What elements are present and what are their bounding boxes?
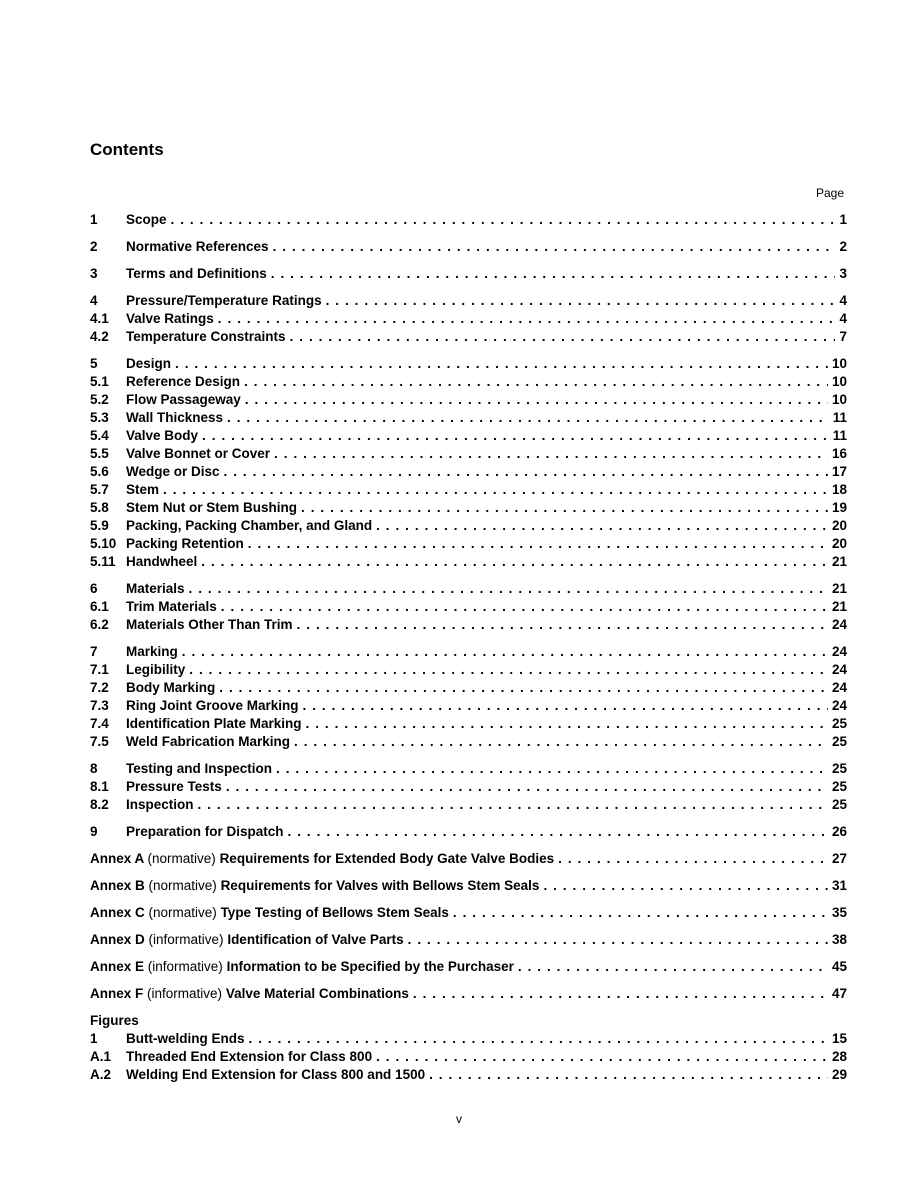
entry-page: 11: [832, 428, 847, 443]
dot-leader: [218, 311, 836, 326]
dot-leader: [274, 446, 828, 461]
entry-number: 5.8: [90, 500, 109, 515]
annex-page: 31: [831, 878, 847, 893]
entry-number: 8: [90, 761, 98, 776]
entry-number: 6.2: [90, 617, 109, 632]
toc-entry: [90, 599, 847, 617]
entry-number: 7: [90, 644, 98, 659]
entry-page: 21: [831, 554, 847, 569]
dot-leader: [326, 293, 836, 308]
figure-title: Butt-welding Ends: [126, 1031, 245, 1046]
entry-page: 25: [831, 716, 847, 731]
entry-title: Pressure Tests: [126, 779, 222, 794]
annex-page: 45: [831, 959, 847, 974]
dot-leader: [226, 779, 828, 794]
annex-entry: [90, 932, 847, 950]
entry-title: Body Marking: [126, 680, 216, 695]
toc-entry: [90, 554, 847, 572]
dot-leader: [244, 374, 828, 389]
page-column-label: Page: [815, 186, 844, 200]
dot-leader: [198, 797, 828, 812]
entry-number: 6: [90, 581, 98, 596]
annex-page: 47: [831, 986, 847, 1001]
entry-title: Weld Fabrication Marking: [126, 734, 291, 749]
entry-title: Design: [126, 356, 172, 371]
toc-entry: [90, 356, 847, 374]
entry-number: 7.1: [90, 662, 109, 677]
annex-type: (informative): [147, 959, 223, 974]
entry-page: 25: [831, 779, 847, 794]
dot-leader: [294, 734, 828, 749]
entry-title: Valve Body: [126, 428, 199, 443]
dot-leader: [303, 698, 828, 713]
figure-number: 1: [90, 1031, 98, 1046]
dot-leader: [413, 986, 828, 1001]
entry-page: 24: [831, 680, 847, 695]
toc-entry: [90, 464, 847, 482]
entry-title: Terms and Definitions: [126, 266, 267, 281]
dot-leader: [297, 617, 828, 632]
entry-number: 4: [90, 293, 98, 308]
dot-leader: [306, 716, 828, 731]
dot-leader: [189, 581, 828, 596]
dot-leader: [408, 932, 828, 947]
entry-title: Legibility: [126, 662, 186, 677]
figure-number: A.2: [90, 1067, 112, 1082]
figure-entry: [90, 1031, 847, 1049]
entry-page: 25: [831, 797, 847, 812]
entry-page: 11: [832, 410, 847, 425]
entry-title: Materials: [126, 581, 185, 596]
figures-heading: Figures: [90, 1013, 139, 1028]
annex-label: Annex A: [90, 851, 144, 866]
entry-number: 5.3: [90, 410, 109, 425]
toc-entry: [90, 797, 847, 815]
dot-leader: [249, 1031, 828, 1046]
entry-number: 5.1: [90, 374, 109, 389]
annex-label: Annex E: [90, 959, 145, 974]
figure-entry: [90, 1067, 847, 1085]
entry-number: 7.5: [90, 734, 109, 749]
annex-title: Valve Material Combinations: [225, 986, 409, 1001]
entry-title: Scope: [126, 212, 167, 227]
entry-title: Wedge or Disc: [126, 464, 220, 479]
figure-page: 15: [831, 1031, 847, 1046]
toc-entry: [90, 239, 847, 257]
dot-leader: [171, 212, 836, 227]
entry-page: 25: [831, 761, 847, 776]
toc-entry: [90, 581, 847, 599]
entry-number: 5.2: [90, 392, 109, 407]
contents-heading: Contents: [90, 140, 164, 159]
toc-entry: [90, 446, 847, 464]
section-entries: [90, 212, 847, 842]
annex-title-group: [90, 932, 404, 947]
annex-entries: [90, 851, 847, 1004]
annex-entry: [90, 905, 847, 923]
entry-number: 7.4: [90, 716, 109, 731]
toc-entry: [90, 716, 847, 734]
entry-number: 3: [90, 266, 98, 281]
entry-title: Wall Thickness: [126, 410, 224, 425]
table-of-contents: [90, 212, 847, 1085]
annex-title-group: [90, 878, 539, 893]
annex-title: Type Testing of Bellows Stem Seals: [220, 905, 449, 920]
entry-number: 1: [90, 212, 98, 227]
entry-page: 20: [831, 518, 847, 533]
entry-title: Preparation for Dispatch: [126, 824, 284, 839]
dot-leader: [182, 644, 828, 659]
toc-entry: [90, 644, 847, 662]
entry-page: 25: [831, 734, 847, 749]
annex-title-group: [90, 986, 409, 1001]
toc-entry: [90, 536, 847, 554]
entry-title: Packing Retention: [126, 536, 244, 551]
entry-number: 5.10: [90, 536, 117, 551]
entry-number: 5.6: [90, 464, 109, 479]
entry-title: Temperature Constraints: [126, 329, 286, 344]
entry-number: 5.5: [90, 446, 109, 461]
toc-entry: [90, 698, 847, 716]
annex-label: Annex D: [90, 932, 145, 947]
annex-page: 35: [831, 905, 847, 920]
dot-leader: [543, 878, 828, 893]
annex-entry: [90, 959, 847, 977]
toc-entry: [90, 266, 847, 284]
page-number-footer: v: [456, 1112, 462, 1126]
dot-leader: [273, 239, 836, 254]
entry-page: 4: [839, 311, 847, 326]
entry-page: 26: [831, 824, 847, 839]
entry-number: 6.1: [90, 599, 109, 614]
toc-entry: [90, 734, 847, 752]
annex-title: Requirements for Extended Body Gate Valve Bodies: [219, 851, 555, 866]
annex-label: Annex F: [90, 986, 144, 1001]
dot-leader: [453, 905, 828, 920]
figure-title: Threaded End Extension for Class 800: [126, 1049, 373, 1064]
entry-page: 3: [839, 266, 847, 281]
entry-number: 7.3: [90, 698, 109, 713]
figure-page: 28: [831, 1049, 847, 1064]
dot-leader: [245, 392, 828, 407]
entry-page: 21: [831, 599, 847, 614]
entry-number: 8.2: [90, 797, 109, 812]
entry-page: 10: [831, 356, 847, 371]
annex-label: Annex B: [90, 878, 145, 893]
entry-title: Valve Bonnet or Cover: [126, 446, 271, 461]
annex-title: Identification of Valve Parts: [227, 932, 404, 947]
entry-number: 8.1: [90, 779, 109, 794]
toc-entry: [90, 761, 847, 779]
entry-title: Materials Other Than Trim: [126, 617, 293, 632]
entry-title: Marking: [126, 644, 178, 659]
entry-page: 2: [839, 239, 847, 254]
entry-number: 5.4: [90, 428, 109, 443]
dot-leader: [518, 959, 828, 974]
annex-title: Requirements for Valves with Bellows Stem Seals: [220, 878, 540, 893]
annex-title-group: [90, 959, 514, 974]
dot-leader: [271, 266, 836, 281]
annex-entry: [90, 878, 847, 896]
entry-title: Packing, Packing Chamber, and Gland: [126, 518, 373, 533]
entry-title: Flow Passageway: [126, 392, 241, 407]
toc-entry: [90, 293, 847, 311]
entry-title: Ring Joint Groove Marking: [126, 698, 299, 713]
annex-title: Information to be Specified by the Purchaser: [226, 959, 514, 974]
annex-title-group: [90, 851, 554, 866]
entry-number: 9: [90, 824, 98, 839]
annex-entry: [90, 851, 847, 869]
dot-leader: [224, 464, 828, 479]
annex-page: 38: [831, 932, 847, 947]
annex-title-group: [90, 905, 449, 920]
entry-number: 4.1: [90, 311, 109, 326]
entry-title: Handwheel: [126, 554, 198, 569]
entry-page: 7: [839, 329, 847, 344]
entry-page: 24: [831, 617, 847, 632]
entry-title: Valve Ratings: [126, 311, 214, 326]
dot-leader: [175, 356, 828, 371]
dot-leader: [227, 410, 829, 425]
toc-entry: [90, 617, 847, 635]
entry-number: 2: [90, 239, 98, 254]
entry-number: 4.2: [90, 329, 109, 344]
entry-page: 1: [839, 212, 847, 227]
dot-leader: [558, 851, 828, 866]
toc-entry: [90, 212, 847, 230]
dot-leader: [376, 518, 828, 533]
entry-title: Inspection: [126, 797, 194, 812]
dot-leader: [276, 761, 828, 776]
figure-number: A.1: [90, 1049, 112, 1064]
toc-entry: [90, 779, 847, 797]
entry-title: Stem Nut or Stem Bushing: [126, 500, 298, 515]
entry-title: Pressure/Temperature Ratings: [126, 293, 322, 308]
entry-title: Identification Plate Marking: [126, 716, 302, 731]
toc-entry: [90, 500, 847, 518]
dot-leader: [288, 824, 828, 839]
entry-title: Reference Design: [126, 374, 241, 389]
dot-leader: [376, 1049, 828, 1064]
toc-entry: [90, 329, 847, 347]
entry-page: 10: [831, 374, 847, 389]
toc-entry: [90, 824, 847, 842]
entry-title: Stem: [126, 482, 160, 497]
annex-label: Annex C: [90, 905, 145, 920]
toc-entry: [90, 662, 847, 680]
toc-entry: [90, 392, 847, 410]
figure-entry: [90, 1049, 847, 1067]
entry-number: 5.9: [90, 518, 109, 533]
entry-page: 20: [831, 536, 847, 551]
toc-entry: [90, 680, 847, 698]
toc-entry: [90, 428, 847, 446]
annex-type: (informative): [148, 932, 224, 947]
dot-leader: [429, 1067, 828, 1082]
entry-page: 17: [831, 464, 847, 479]
dot-leader: [189, 662, 828, 677]
entry-page: 16: [831, 446, 847, 461]
annex-type: (informative): [147, 986, 223, 1001]
dot-leader: [248, 536, 828, 551]
toc-entry: [90, 374, 847, 392]
toc-entry: [90, 482, 847, 500]
dot-leader: [221, 599, 828, 614]
entry-number: 5.11: [90, 554, 116, 569]
annex-page: 27: [831, 851, 847, 866]
dot-leader: [202, 428, 829, 443]
entry-title: Testing and Inspection: [126, 761, 273, 776]
entry-page: 24: [831, 662, 847, 677]
entry-number: 7.2: [90, 680, 109, 695]
entry-title: Trim Materials: [126, 599, 217, 614]
entry-page: 19: [831, 500, 847, 515]
annex-type: (normative): [147, 851, 216, 866]
toc-entry: [90, 311, 847, 329]
dot-leader: [163, 482, 828, 497]
entry-page: 4: [839, 293, 847, 308]
entry-page: 18: [831, 482, 847, 497]
entry-page: 10: [831, 392, 847, 407]
dot-leader: [219, 680, 828, 695]
entry-page: 24: [831, 644, 847, 659]
entry-page: 24: [831, 698, 847, 713]
entry-page: 21: [831, 581, 847, 596]
entry-number: 5.7: [90, 482, 109, 497]
figure-page: 29: [831, 1067, 847, 1082]
figure-title: Welding End Extension for Class 800 and 1500: [126, 1067, 426, 1082]
annex-type: (normative): [148, 905, 217, 920]
entry-title: Normative References: [126, 239, 269, 254]
entry-number: 5: [90, 356, 98, 371]
dot-leader: [290, 329, 836, 344]
dot-leader: [201, 554, 828, 569]
toc-entry: [90, 410, 847, 428]
annex-type: (normative): [148, 878, 217, 893]
dot-leader: [301, 500, 828, 515]
toc-entry: [90, 518, 847, 536]
annex-entry: [90, 986, 847, 1004]
figure-entries: [90, 1031, 847, 1085]
